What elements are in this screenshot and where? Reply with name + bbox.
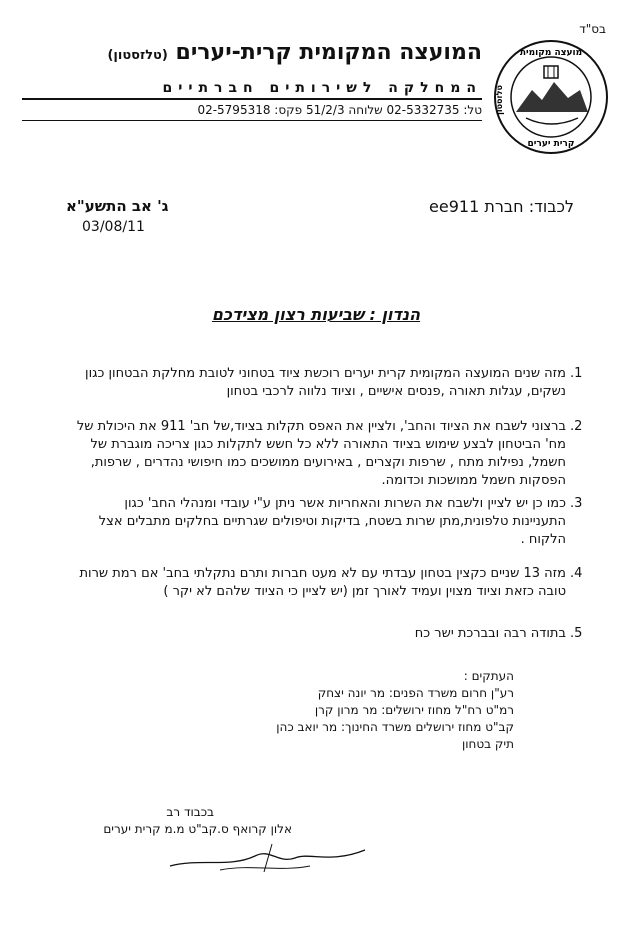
header-divider-bottom (22, 120, 482, 121)
paragraph-1 (72, 365, 592, 401)
signature-scribble-icon (160, 838, 380, 878)
paragraph-number: 5. (570, 626, 583, 641)
paragraph-5 (72, 625, 592, 643)
signer-name: אלון קרואף ס.קב"ט מ.מ קרית יערים (103, 822, 292, 836)
org-name-main: המועצה המקומית קרית-יערים (175, 40, 482, 65)
copies-heading: העתקים : (463, 669, 514, 683)
logo-text-side: טלזסטון (495, 85, 504, 115)
recipient: לכבוד: חברת ee911 (429, 197, 574, 216)
paragraph-4 (72, 565, 592, 601)
copy-recipient: רע"ן חרום משרד הפנים: מר יונה יצחק (317, 686, 514, 700)
copy-recipient: רמ"ט רח"ל מחוז ירושלים: מר מרון קרן (314, 703, 514, 717)
paragraph-text: מזה שנים המועצה המקומית קרית יערים רוכשת ציוד בטחוני לטובת מחלקת הבטחון כגון נשקים, עגלות תאורה ,פנסים אישיים , וציוד נלווה לרכבי בטחון (85, 366, 566, 399)
paragraph-number: 4. (570, 566, 583, 581)
closing-regards: בכבוד רב (166, 805, 214, 819)
paragraph-number: 1. (570, 366, 583, 381)
signature (160, 838, 380, 878)
council-seal-icon (492, 38, 610, 156)
paragraph-text: בתודה רבה ובברכת ישר כח (414, 626, 566, 641)
paragraph-text: ברצוני לשבח את הציוד והחב', ולציין את האפס תקלות בציוד,של חב' 911 את היכולת של מח' הביטחון לבצע שימוש בציוד התאורה ללא כל חשש לתקלות כגון צריכה מוגברת של חשמל, נפילות מתח , שרפות וקצרים , באירועים ממושכים כמו חיפושי נהדרים , שרפות, הפסקות חשמל ממושכות וכדומה. (76, 419, 566, 488)
subject-line: הנדון : שביעות רצון מצידכם (211, 305, 421, 324)
paragraph-number: 2. (570, 419, 583, 434)
paragraph-number: 3. (570, 496, 583, 511)
copy-recipient: תיק בטחון (462, 737, 514, 751)
org-name-alt: (טלזסטון) (107, 48, 168, 63)
logo-text-bottom: קרית יערים (527, 139, 575, 149)
copy-recipient: קב"ט מחוז ירושלים משרד החינוך: מר יואב כהן (276, 720, 514, 734)
header-divider (22, 98, 482, 100)
org-name (22, 40, 482, 65)
contact-line: טל: 02-5332735 שלוחה 51/2/3 פקס: 02-5795318 (197, 103, 482, 117)
bsd-mark: בס"ד (579, 22, 606, 36)
gregorian-date: 03/08/11 (82, 219, 145, 235)
hebrew-date: ג' אב התשע"א (66, 197, 169, 215)
paragraph-text: מזה 13 שניים כקצין בטחון עבדתי עם לא מעט חברות ותרם נתקלתי בחב' אם רמת שרות טובה כזאת וציוד מצוין ועמיד לאורך זמן (יש לציין כי הציוד שלהם לא יקר ) (79, 566, 566, 599)
paragraph-text: כמו כן יש לציין ולשבח את השרות והאחריות אשר ניתן ע"י עובדי ומנהלי החב' כגון התעניינות טלפונית,מתן שרות בשטח, בדיקות וטיפולים שגרתיים בחלקים מתבלים אצל הלקוח . (98, 496, 566, 547)
paragraph-2 (72, 418, 592, 490)
copies-list (174, 668, 514, 753)
department-name: המחלקה לשירותים חברתיים (162, 80, 482, 96)
logo-text-top: מועצה מקומית (519, 48, 583, 58)
paragraph-3 (72, 495, 592, 549)
council-logo (492, 38, 610, 156)
